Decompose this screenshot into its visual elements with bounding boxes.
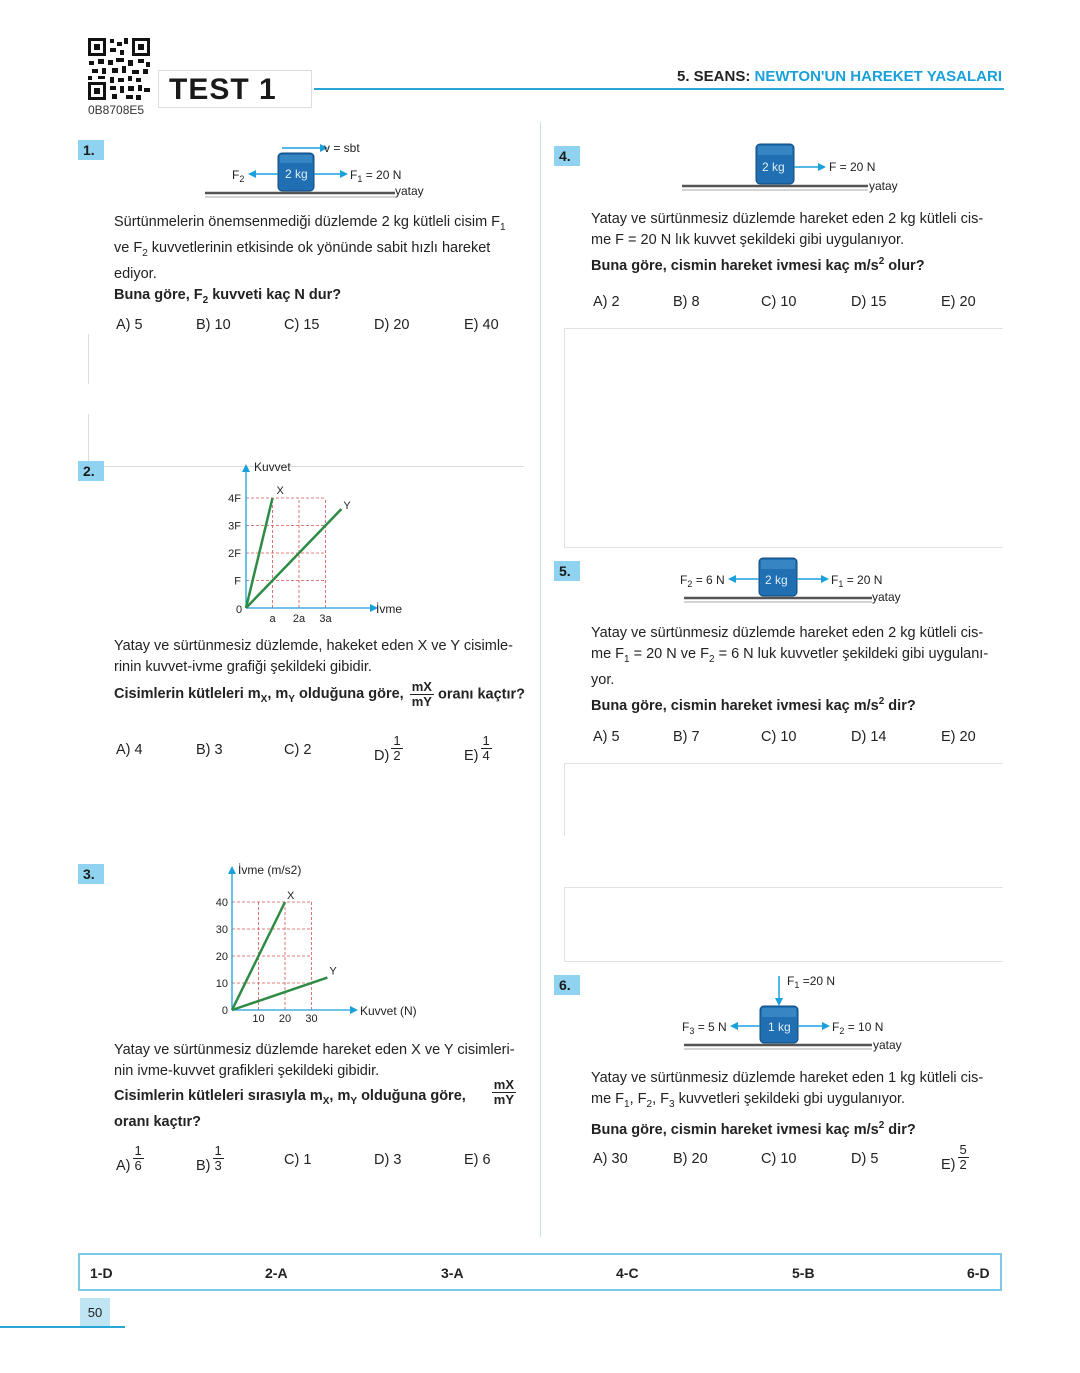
answer-space <box>564 328 1003 548</box>
section-topic: NEWTON'UN HAREKET YASALARI <box>754 68 1002 85</box>
force-label: F = 20 N <box>829 160 876 174</box>
option-e[interactable]: E) 6 <box>464 1152 491 1168</box>
option-d[interactable]: D) 14 <box>851 729 887 745</box>
x-tick-label: 10 <box>252 1013 265 1025</box>
force-f2-label: $F_2 = 6$ N <box>680 573 725 589</box>
option-a[interactable]: A) 2 <box>593 294 620 310</box>
option-e[interactable]: E) $\frac{1}{4}$ <box>464 733 490 765</box>
question-3-chart <box>200 860 430 1030</box>
test-title: TEST 1 <box>158 70 312 108</box>
x-tick-label: a <box>269 613 276 625</box>
question-6-number: 6. <box>554 975 580 995</box>
question-6-text: Yatay ve sürtünmesiz düzlemde hareket eden 1 kg kütleli cis- me $F_1$, $F_2$, $F_3$ kuvvetleri şekildeki gbi uygulanıyor. Buna göre, cismin hareket ivmesi kaç $m/s^2$ dir? <box>591 1070 984 1138</box>
option-e[interactable]: E) 40 <box>464 317 499 333</box>
question-1-text: Sürtünmelerin önemsenmediği düzlemde 2 kg kütleli cisim $F_1$ ve $F_2$ kuvvetlerinin etkisinde ok yönünde sabit hızlı hareket ediyor. Buna göre, $F_2$ kuvveti kaç N dur? <box>114 214 506 306</box>
option-b[interactable]: B) 10 <box>196 317 231 333</box>
question-1-options <box>116 317 516 347</box>
y-tick-label: 4F <box>228 493 241 505</box>
y-axis-label: Kuvvet <box>254 460 291 474</box>
option-b[interactable]: B) 7 <box>673 729 700 745</box>
question-2-chart <box>200 458 420 626</box>
ratio-numerator: mX <box>493 1077 514 1092</box>
question-2-text: Yatay ve sürtünmesiz düzlemde, hakeket eden X ve Y cisimle- rinin kuvvet-ivme grafiği şekildeki gibidir. Cisimlerin kütleleri $m_X$, $m_Y$ olduğuna göre, $\frac{mX}{mY}$ oranı kaçtır? <box>114 638 526 709</box>
force-f3-label: $F_3 = 5$ N <box>682 1020 727 1036</box>
x-axis-label: İvme <box>376 602 403 616</box>
question-5-text: Yatay ve sürtünmesiz düzlemde hareket eden 2 kg kütleli cis- me $F_1 = 20$ N ve $F_2 = 6$ N luk kuvvetler şekildeki gibi uygulanı- yor. Buna göre, cismin hareket ivmesi kaç $m/s^2$ dir? <box>591 625 989 714</box>
force-f2-label: $F_2 = 10$ N <box>832 1020 884 1036</box>
option-d[interactable]: D) 3 <box>374 1152 402 1168</box>
answer-4: 4-C <box>616 1265 639 1281</box>
option-a[interactable]: A) 30 <box>593 1151 628 1167</box>
series-label-X: X <box>276 485 284 497</box>
option-a[interactable]: A) 5 <box>116 317 143 333</box>
answer-2: 2-A <box>265 1265 288 1281</box>
y-tick-label: 0 <box>221 1005 228 1017</box>
y-axis-label: İvme (m/s2) <box>238 863 302 877</box>
option-c[interactable]: C) 10 <box>761 1151 797 1167</box>
question-6-figure <box>676 970 936 1054</box>
x-tick-label: 30 <box>305 1013 318 1025</box>
answer-6: 6-D <box>967 1265 990 1281</box>
column-divider <box>540 122 541 1237</box>
answer-space <box>564 763 1003 836</box>
question-1-figure <box>200 138 440 202</box>
question-3-text: Yatay ve sürtünmesiz düzlemde hareket eden X ve Y cisimleri- nin ivme-kuvvet grafikleri şekildeki gibidir. Cisimlerin kütleleri sırasıyla $m_X$, $m_Y$ olduğuna göre, $\frac{mX}{mY}$ oranı kaçtır? <box>114 1042 515 1130</box>
x-axis-arrow <box>350 1006 358 1014</box>
option-d[interactable]: D) 5 <box>851 1151 879 1167</box>
series-label-Y: Y <box>329 965 337 978</box>
answer-key <box>78 1253 1002 1291</box>
option-b[interactable]: B) 3 <box>196 742 223 758</box>
surface-label: yatay <box>395 184 424 198</box>
x-axis-label: Kuvvet (N) <box>360 1004 417 1018</box>
margin-mark <box>88 414 89 466</box>
answer-1: 1-D <box>90 1265 113 1281</box>
question-4-options <box>593 294 993 324</box>
question-2-options <box>116 734 516 774</box>
question-5-options <box>593 729 993 759</box>
x-tick-label: 20 <box>278 1013 292 1025</box>
x-tick-label: 2a <box>292 613 306 625</box>
mass-label: 1 kg <box>768 1020 791 1034</box>
question-3-number: 3. <box>78 864 104 884</box>
question-2-number: 2. <box>78 461 104 481</box>
option-c[interactable]: C) 15 <box>284 317 320 333</box>
header-rule <box>314 88 1004 90</box>
surface-label: yatay <box>873 1038 902 1052</box>
section-title <box>677 68 1002 85</box>
velocity-label: v = sbt <box>324 141 360 155</box>
force-f1-label: $F_1 = 20$ N <box>831 573 883 589</box>
y-tick-label: 2F <box>228 548 241 560</box>
mass-label: 2 kg <box>285 167 308 181</box>
surface-label: yatay <box>869 179 898 193</box>
y-axis-arrow <box>228 866 236 874</box>
mass-label: 2 kg <box>765 573 788 587</box>
section-prefix: 5. SEANS: <box>676 68 751 85</box>
tick-label: 0 <box>236 604 243 616</box>
option-e[interactable]: E) 20 <box>941 729 976 745</box>
question-4-number: 4. <box>554 146 580 166</box>
option-a[interactable]: A) 5 <box>593 729 620 745</box>
question-5-number: 5. <box>554 561 580 581</box>
y-tick-label: 40 <box>215 897 228 909</box>
option-c[interactable]: C) 10 <box>761 294 797 310</box>
option-e[interactable]: E) $\frac{5}{2}$ <box>941 1142 967 1174</box>
y-tick-label: 3F <box>228 520 241 533</box>
y-tick-label: 20 <box>215 951 228 963</box>
ratio-denominator: mY <box>493 1092 514 1107</box>
option-b[interactable]: B) $\frac{1}{3}$ <box>196 1143 222 1175</box>
option-d[interactable]: D) 20 <box>374 317 410 333</box>
page-number: 50 <box>80 1298 110 1328</box>
question-4-figure <box>678 140 918 196</box>
margin-mark <box>88 334 89 384</box>
question-3-options <box>116 1144 516 1184</box>
option-b[interactable]: B) 8 <box>673 294 700 310</box>
ratio-denominator: mY <box>411 694 432 709</box>
option-c[interactable]: C) 2 <box>284 742 312 758</box>
question-1-number: 1. <box>78 140 104 160</box>
y-axis-arrow <box>242 464 250 472</box>
option-a[interactable]: A) $\frac{1}{6}$ <box>116 1143 142 1175</box>
series-label-X: X <box>287 890 295 902</box>
mass-label: 2 kg <box>762 160 785 174</box>
force-f1-label: $F_1 =20$ N <box>787 974 836 990</box>
y-tick-label: F <box>234 575 241 588</box>
option-a[interactable]: A) 4 <box>116 742 143 758</box>
question-6-options <box>593 1143 993 1183</box>
option-b[interactable]: B) 20 <box>673 1151 708 1167</box>
x-tick-label: 3a <box>319 613 332 625</box>
qr-code-label: 0B8708E5 <box>88 103 145 117</box>
series-line-Y <box>246 509 341 608</box>
force-f2-label: $F_2$ <box>232 168 245 184</box>
option-d[interactable]: D) $\frac{1}{2}$ <box>374 733 401 765</box>
answer-3: 3-A <box>441 1265 464 1281</box>
question-4-text: Yatay ve sürtünmesiz düzlemde hareket eden 2 kg kütleli cis- me F = 20 N lık kuvvet şekildeki gibi uygulanıyor. Buna göre, cismin hareket ivmesi kaç $m/s^2$ olur? <box>591 211 984 274</box>
option-c[interactable]: C) 1 <box>284 1152 312 1168</box>
option-e[interactable]: E) 20 <box>941 294 976 310</box>
y-tick-label: 30 <box>215 924 228 936</box>
force-f1-label: $F_1 = 20$ N <box>350 168 402 184</box>
page-footer-rule <box>0 1326 125 1328</box>
answer-space <box>564 887 1003 962</box>
surface-label: yatay <box>872 590 901 604</box>
ratio-numerator: mX <box>411 679 432 694</box>
y-tick-label: 10 <box>215 978 228 990</box>
qr-code-image <box>86 36 152 102</box>
option-d[interactable]: D) 15 <box>851 294 887 310</box>
series-label-Y: Y <box>343 500 351 512</box>
option-c[interactable]: C) 10 <box>761 729 797 745</box>
answer-5: 5-B <box>792 1265 815 1281</box>
question-5-figure <box>676 554 936 610</box>
